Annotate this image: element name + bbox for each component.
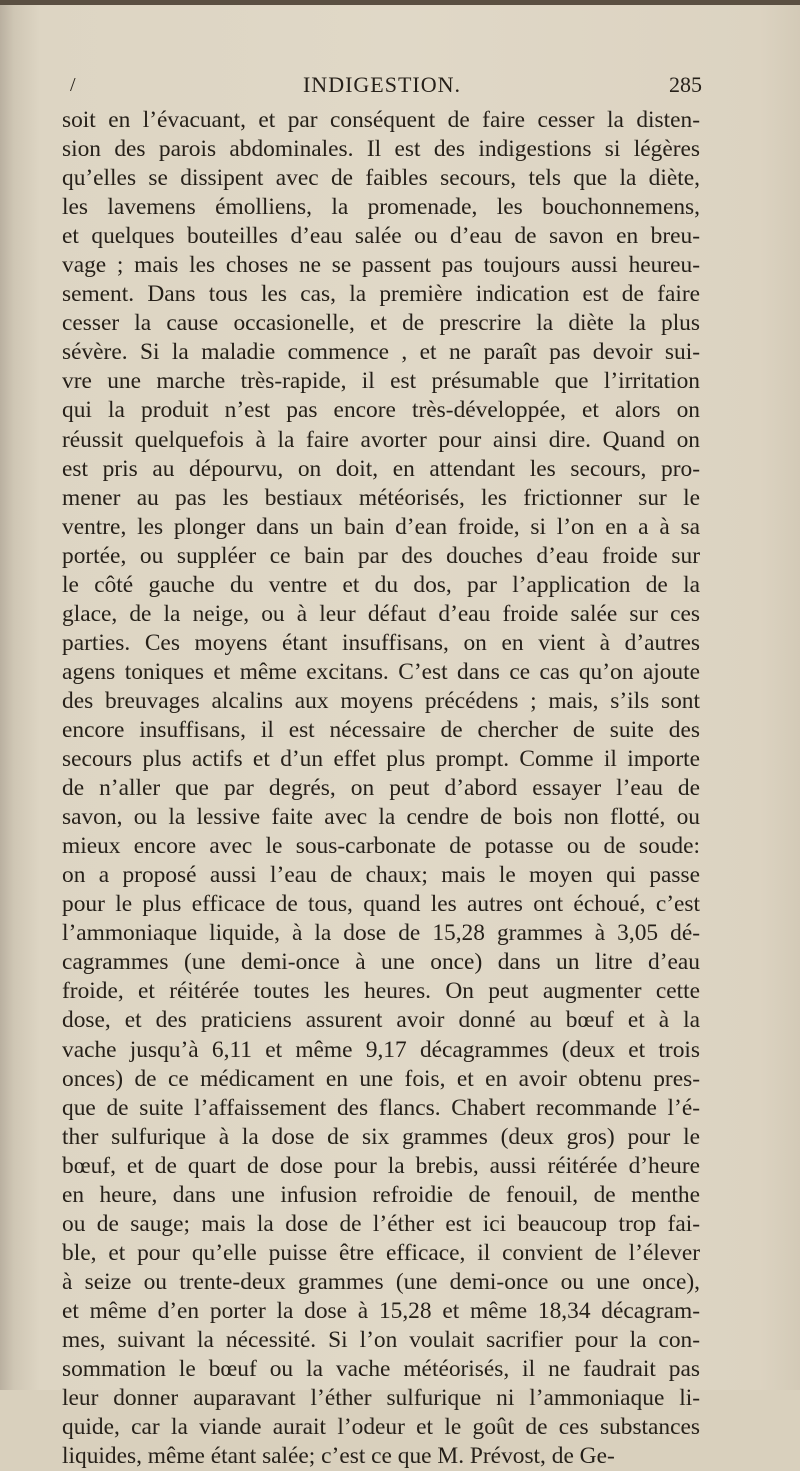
text-line: réussit quelquefois à la faire avorter pour ainsi dire. Quand on <box>62 426 700 453</box>
text-line: bœuf, et de quart de dose pour la brebis, aussi réitérée d’heure <box>62 1152 700 1179</box>
text-line: ventre, les plonger dans un bain d’ean froide, si l’on en a à sa <box>62 513 700 540</box>
text-line: liquides, même étant salée; c’est ce que M. Prévost, de Ge- <box>62 1443 615 1470</box>
text-line: ther sulfurique à la dose de six grammes (deux gros) pour le <box>62 1123 700 1150</box>
text-line: sement. Dans tous les cas, la première indication est de faire <box>62 281 700 308</box>
text-line: et quelques bouteilles d’eau salée ou d’eau de savon en breu- <box>62 223 700 250</box>
text-line: encore insuffisans, il est nécessaire de chercher de suite des <box>62 716 700 743</box>
text-line: sommation le bœuf ou la vache météorisés, il ne faudrait pas <box>62 1356 700 1383</box>
text-line: le côté gauche du ventre et du dos, par l’application de la <box>62 571 700 598</box>
text-line: des breuvages alcalins aux moyens précédens ; mais, s’ils sont <box>62 687 700 714</box>
running-header <box>62 72 702 104</box>
text-line: agens toniques et même excitans. C’est dans ce cas qu’on ajoute <box>62 658 700 685</box>
text-line: cesser la cause occasionelle, et de prescrire la diète la plus <box>62 310 700 337</box>
page-number: 285 <box>669 72 702 97</box>
text-line: est pris au dépourvu, on doit, en attendant les secours, pro- <box>62 455 700 482</box>
text-line: en heure, dans une infusion refroidie de fenouil, de menthe <box>62 1181 700 1208</box>
text-line: glace, de la neige, ou à leur défaut d’eau froide salée sur ces <box>62 600 700 627</box>
text-line: parties. Ces moyens étant insuffisans, on en vient à d’autres <box>62 629 700 656</box>
text-line: vre une marche très-rapide, il est présumable que l’irritation <box>62 368 700 395</box>
text-line: savon, ou la lessive faite avec la cendre de bois non flotté, ou <box>62 804 700 831</box>
text-line: on a proposé aussi l’eau de chaux; mais le moyen qui passe <box>62 862 700 889</box>
text-line: portée, ou suppléer ce bain par des douches d’eau froide sur <box>62 542 700 569</box>
text-line: ble, et pour qu’elle puisse être efficace, il convient de l’élever <box>62 1239 700 1266</box>
body-text <box>62 106 700 1471</box>
header-mark: / <box>70 74 76 96</box>
text-line: sion des parois abdominales. Il est des indigestions si légères <box>62 136 700 163</box>
running-title: INDIGESTION. <box>302 72 462 97</box>
text-line: vage ; mais les choses ne se passent pas toujours aussi heureu- <box>62 252 700 279</box>
page-top-edge <box>0 0 800 5</box>
text-line: froide, et réitérée toutes les heures. On peut augmenter cette <box>62 978 700 1005</box>
text-line: à seize ou trente-deux grammes (une demi-once ou une once), <box>62 1268 700 1295</box>
text-line: vache jusqu’à 6,11 et même 9,17 décagrammes (deux et trois <box>62 1036 700 1063</box>
text-line: l’ammoniaque liquide, à la dose de 15,28 grammes à 3,05 dé- <box>62 920 700 947</box>
text-line: pour le plus efficace de tous, quand les autres ont échoué, c’est <box>62 891 700 918</box>
text-line: cagrammes (une demi-once à une once) dans un litre d’eau <box>62 949 700 976</box>
text-line: mes, suivant la nécessité. Si l’on voulait sacrifier pour la con- <box>62 1326 700 1353</box>
text-line: secours plus actifs et d’un effet plus prompt. Comme il importe <box>62 746 700 773</box>
text-line: que de suite l’affaissement des flancs. Chabert recommande l’é- <box>62 1094 700 1121</box>
text-line: soit en l’évacuant, et par conséquent de faire cesser la disten- <box>62 107 700 133</box>
text-line: mener au pas les bestiaux météorisés, les frictionner sur le <box>62 484 700 511</box>
text-line: mieux encore avec le sous-carbonate de potasse ou de soude: <box>62 833 700 860</box>
text-line: onces) de ce médicament en une fois, et en avoir obtenu pres- <box>62 1065 700 1092</box>
text-line: quide, car la viande aurait l’odeur et le goût de ces substances <box>62 1414 700 1441</box>
text-line: ou de sauge; mais la dose de l’éther est ici beaucoup trop fai- <box>62 1210 700 1237</box>
text-line: les lavemens émolliens, la promenade, les bouchonnemens, <box>62 194 700 221</box>
text-line: et même d’en porter la dose à 15,28 et même 18,34 décagram- <box>62 1297 700 1324</box>
text-line: dose, et des praticiens assurent avoir donné au bœuf et à la <box>62 1007 700 1034</box>
text-line: leur donner auparavant l’éther sulfurique ni l’ammoniaque li- <box>62 1385 700 1412</box>
text-line: sévère. Si la maladie commence , et ne paraît pas devoir sui- <box>62 339 700 366</box>
text-line: qu’elles se dissipent avec de faibles secours, tels que la diète, <box>62 165 700 192</box>
text-line: de n’aller que par degrés, on peut d’abord essayer l’eau de <box>62 775 700 802</box>
text-line: qui la produit n’est pas encore très-développée, et alors on <box>62 397 700 424</box>
